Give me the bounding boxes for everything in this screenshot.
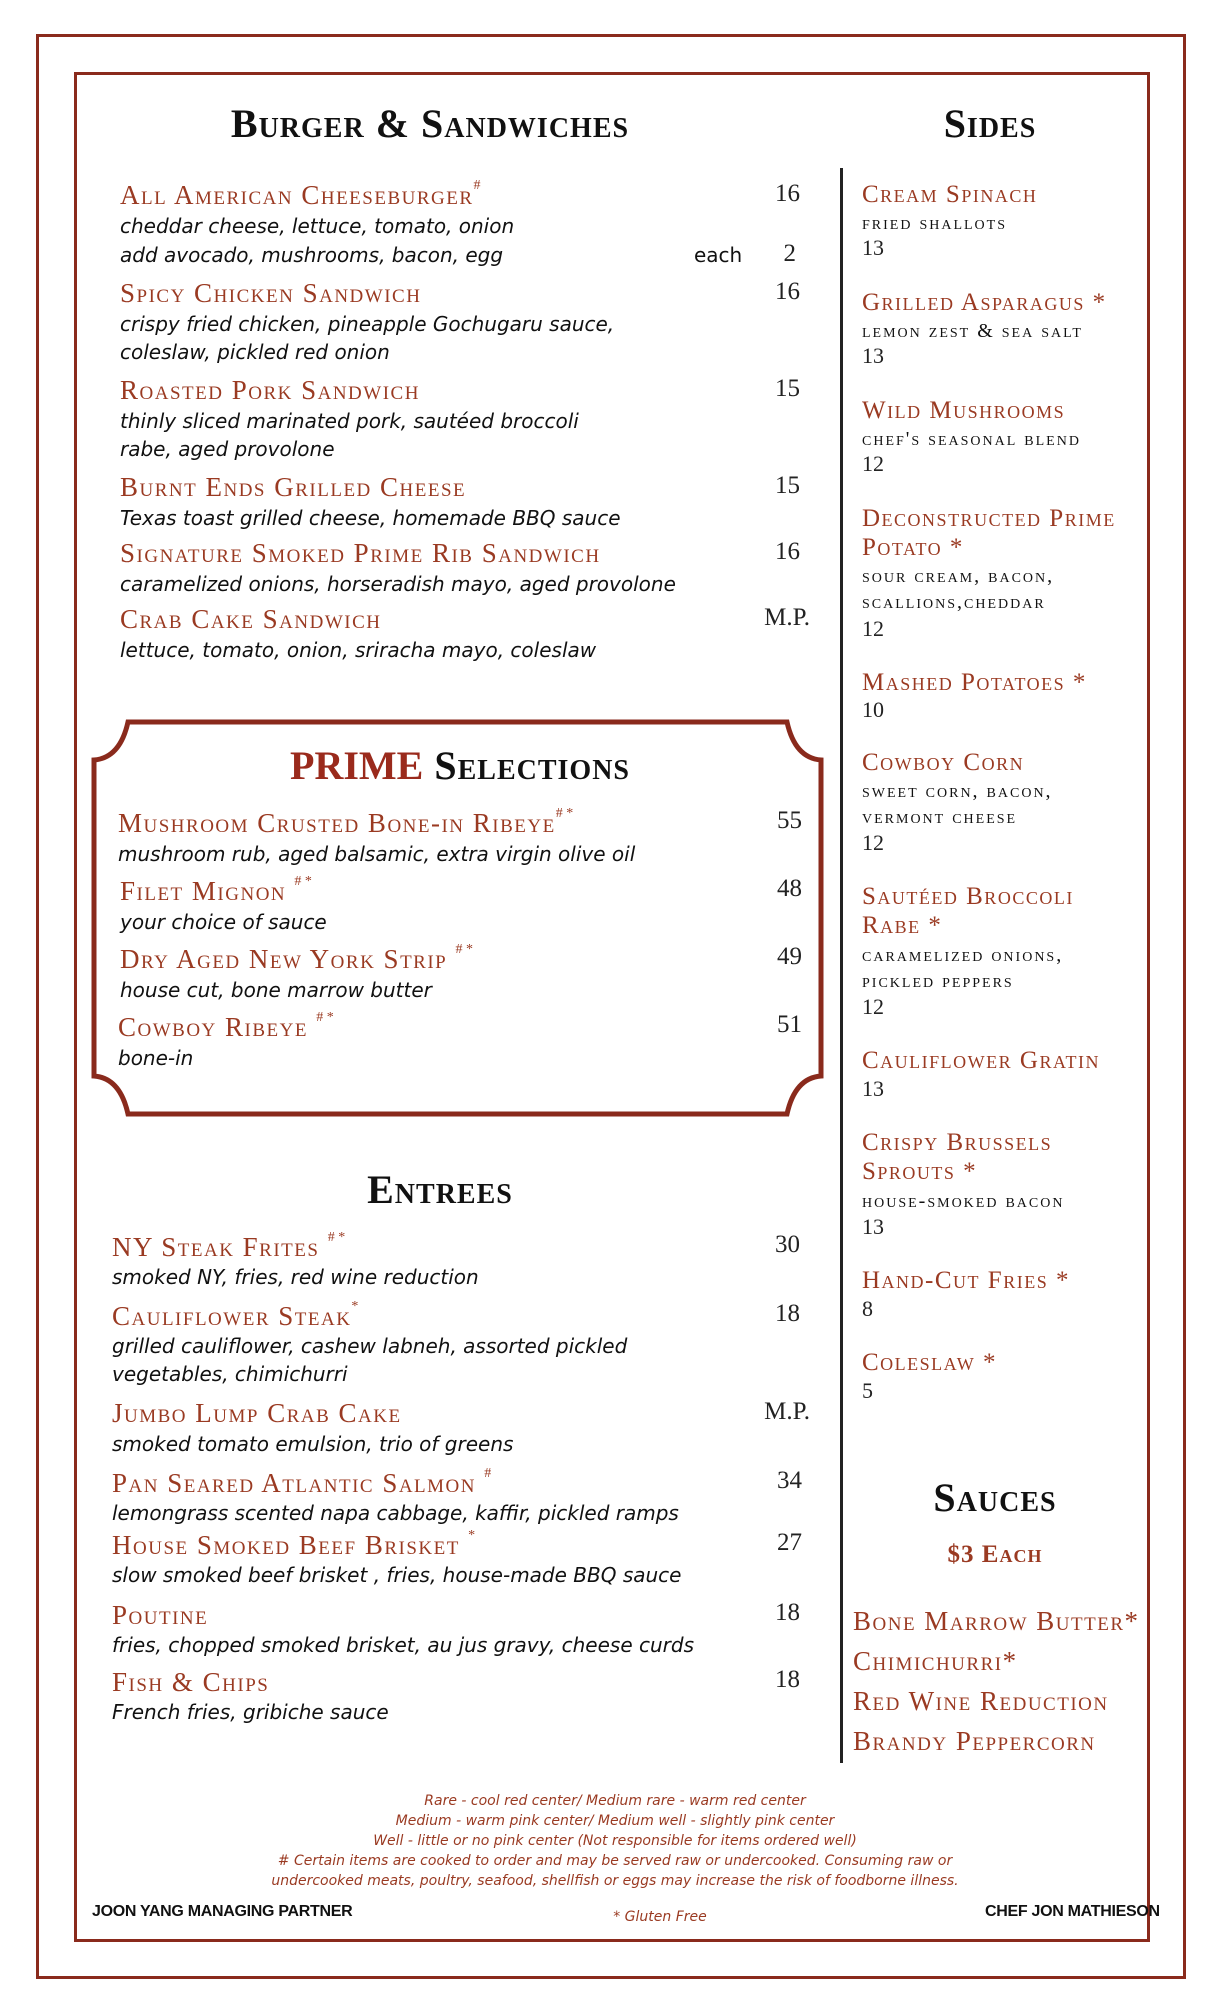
menu-item-price: 15 (775, 375, 800, 402)
entree-desc: French fries, gribiche sauce (112, 1700, 389, 1724)
side-name: Cream Spinach (862, 181, 1038, 208)
entree-price: 18 (775, 1300, 800, 1327)
entree-desc: slow smoked beef brisket , fries, house-made BBQ sauce (112, 1563, 682, 1587)
menu-item-desc: thinly sliced marinated pork, sautéed broccoli rabe, aged provolone (120, 409, 579, 461)
doneness-note: Medium - warm pink center/ Medium well - slightly pink center (395, 1813, 835, 1829)
menu-item-desc: Texas toast grilled cheese, homemade BBQ sauce (120, 506, 621, 530)
side-name: Deconstructed Prime Potato * (862, 505, 1116, 561)
entree-name: House Smoked Beef Brisket * (112, 1528, 476, 1560)
side-desc: sour cream, bacon, scallions,cheddar (862, 565, 1055, 613)
menu-item-name: Spicy Chicken Sandwich (120, 278, 422, 308)
prime-item-desc: bone-in (118, 1046, 194, 1070)
entree-price: 27 (777, 1529, 802, 1556)
side-desc: lemon zest & sea salt (862, 320, 1083, 342)
entrees-heading: Entrees (367, 1167, 513, 1212)
addon-each-label: each (694, 243, 743, 267)
chef-signature: CHEF JON MATHIESON (985, 1903, 1160, 1920)
prime-item-price: 51 (777, 1011, 802, 1038)
sauces-heading: Sauces (933, 1475, 1057, 1520)
prime-item-price: 48 (777, 875, 802, 902)
entree-desc: lemongrass scented napa cabbage, kaffir, pickled ramps (112, 1501, 679, 1525)
menu-item-price: 16 (775, 538, 800, 565)
side-desc: sweet corn, bacon, vermont cheese (862, 780, 1053, 828)
prime-item-price: 55 (777, 807, 802, 834)
side-desc: fried shallots (862, 212, 1008, 234)
entree-name: Poutine (112, 1600, 209, 1630)
side-name: Wild Mushrooms (862, 397, 1066, 424)
side-price: 13 (862, 1214, 884, 1239)
prime-heading: PRIME Selections (290, 743, 630, 788)
prime-item-name: Cowboy Ribeye # * (118, 1010, 334, 1042)
entree-desc: grilled cauliflower, cashew labneh, assorted pickled vegetables, chimichurri (112, 1334, 628, 1386)
entree-desc: smoked tomato emulsion, trio of greens (112, 1432, 514, 1456)
burgers-heading: Burger & Sandwiches (230, 101, 630, 146)
entree-name: Cauliflower Steak* (112, 1299, 359, 1331)
addon-text: add avocado, mushrooms, bacon, egg (120, 243, 504, 267)
prime-item-name: Mushroom Crusted Bone-in Ribeye# * (118, 806, 574, 838)
sauce-item: Bone Marrow Butter* (853, 1606, 1140, 1636)
entree-desc: fries, chopped smoked brisket, au jus gravy, cheese curds (112, 1633, 695, 1657)
side-price: 12 (862, 830, 884, 855)
consumer-advisory: undercooked meats, poultry, seafood, shellfish or eggs may increase the risk of foodborne illness. (271, 1873, 959, 1889)
menu-item-desc: crispy fried chicken, pineapple Gochugaru sauce, coleslaw, pickled red onion (120, 312, 615, 364)
entree-desc: smoked NY, fries, red wine reduction (112, 1265, 479, 1289)
prime-item-name: Filet Mignon # * (120, 874, 312, 906)
side-price: 12 (862, 451, 884, 476)
menu-item-name: All American Cheeseburger# (120, 178, 481, 210)
sides-heading: Sides (943, 101, 1037, 146)
side-name: Grilled Asparagus * (862, 289, 1107, 316)
menu-item-price: M.P. (764, 604, 810, 631)
sauce-item: Red Wine Reduction (853, 1686, 1109, 1716)
menu-item-name: Crab Cake Sandwich (120, 604, 382, 634)
side-price: 5 (862, 1378, 873, 1403)
prime-item-desc: mushroom rub, aged balsamic, extra virgin olive oil (118, 842, 636, 866)
managing-partner-signature: JOON YANG MANAGING PARTNER (92, 1903, 353, 1920)
entree-price: M.P. (764, 1398, 810, 1425)
addon-price: 2 (783, 240, 796, 267)
side-name: Coleslaw * (862, 1349, 997, 1376)
entree-name: Fish & Chips (112, 1667, 270, 1697)
side-desc: caramelized onions, pickled peppers (862, 944, 1064, 992)
entree-name: Pan Seared Atlantic Salmon # (112, 1466, 492, 1498)
menu-item-name: Burnt Ends Grilled Cheese (120, 472, 467, 502)
entree-name: Jumbo Lump Crab Cake (112, 1398, 402, 1428)
side-name: Hand-Cut Fries * (862, 1267, 1070, 1294)
side-price: 10 (862, 697, 884, 722)
side-price: 12 (862, 616, 884, 641)
menu-item-desc: lettuce, tomato, onion, sriracha mayo, coleslaw (120, 638, 597, 662)
prime-item-desc: house cut, bone marrow butter (120, 978, 432, 1002)
side-name: Mashed Potatoes * (862, 669, 1087, 696)
sauce-item: Chimichurri* (853, 1646, 1018, 1676)
entree-name: NY Steak Frites # * (112, 1230, 346, 1262)
side-name: Cauliflower Gratin (862, 1047, 1100, 1074)
sauces-subtitle: $3 Each (947, 1541, 1043, 1568)
menu-item-price: 16 (775, 180, 800, 207)
sauce-item: Brandy Peppercorn (853, 1726, 1096, 1756)
side-desc: house-smoked bacon (862, 1190, 1065, 1212)
menu-item-price: 15 (775, 472, 800, 499)
prime-item-price: 49 (777, 943, 802, 970)
side-desc: chef's seasonal blend (862, 428, 1081, 450)
side-price: 13 (862, 343, 884, 368)
entree-price: 18 (775, 1666, 800, 1693)
side-name: Sautéed Broccoli Rabe * (862, 883, 1074, 939)
side-price: 13 (862, 235, 884, 260)
side-name: Cowboy Corn (862, 749, 1025, 776)
side-price: 8 (862, 1296, 873, 1321)
menu-item-price: 16 (775, 278, 800, 305)
column-divider (840, 168, 843, 1763)
doneness-note: Well - little or no pink center (Not responsible for items ordered well) (373, 1833, 857, 1849)
menu-item-desc: cheddar cheese, lettuce, tomato, onion (120, 214, 515, 238)
side-price: 12 (862, 994, 884, 1019)
entree-price: 30 (775, 1231, 800, 1258)
gluten-free-note: * Gluten Free (613, 1909, 707, 1925)
menu-item-desc: caramelized onions, horseradish mayo, aged provolone (120, 572, 676, 596)
entree-price: 34 (777, 1467, 802, 1494)
menu-item-name: Roasted Pork Sandwich (120, 375, 420, 405)
consumer-advisory: # Certain items are cooked to order and may be served raw or undercooked. Consuming raw or (277, 1853, 953, 1869)
entree-price: 18 (775, 1599, 800, 1626)
prime-item-name: Dry Aged New York Strip # * (120, 942, 473, 974)
doneness-note: Rare - cool red center/ Medium rare - warm red center (424, 1793, 806, 1809)
prime-item-desc: your choice of sauce (120, 910, 327, 934)
side-price: 13 (862, 1076, 884, 1101)
side-name: Crispy Brussels Sprouts * (862, 1129, 1053, 1185)
menu-item-name: Signature Smoked Prime Rib Sandwich (120, 538, 601, 568)
